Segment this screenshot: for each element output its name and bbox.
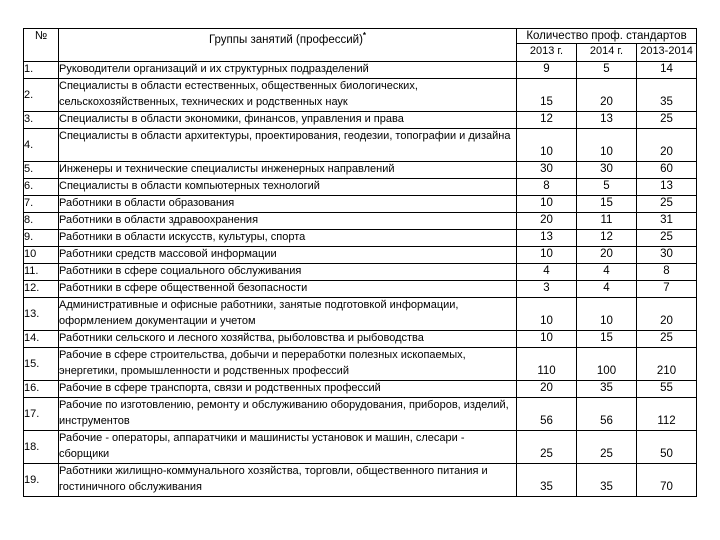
- occupation-group-cell: Работники сельского и лесного хозяйства, рыболовства и рыбоводства: [59, 331, 517, 348]
- value-total-cell: 14: [637, 62, 697, 79]
- table-row: [24, 196, 697, 213]
- value-2014-cell: 35: [577, 381, 637, 398]
- row-number-cell: 12.: [24, 281, 59, 298]
- value-2014-cell: 56: [577, 398, 637, 431]
- value-total-cell: 30: [637, 247, 697, 264]
- table-row: [24, 129, 697, 162]
- row-number-cell: 6.: [24, 179, 59, 196]
- value-total-cell: 31: [637, 213, 697, 230]
- row-number-cell: 7.: [24, 196, 59, 213]
- value-2013-cell: 15: [517, 79, 577, 112]
- value-2014-cell: 12: [577, 230, 637, 247]
- value-2013-cell: 13: [517, 230, 577, 247]
- value-total-cell: 35: [637, 79, 697, 112]
- value-2014-cell: 15: [577, 196, 637, 213]
- value-2014-cell: 25: [577, 431, 637, 464]
- table-row: [24, 112, 697, 129]
- header-number: №: [24, 29, 59, 62]
- occupation-group-cell: Инженеры и технические специалисты инженерных направлений: [59, 162, 517, 179]
- table-row: [24, 179, 697, 196]
- value-2013-cell: 9: [517, 62, 577, 79]
- occupation-group-cell: Административные и офисные работники, занятые подготовкой информации, оформлением документации и учетом: [59, 298, 517, 331]
- value-2014-cell: 15: [577, 331, 637, 348]
- occupation-group-cell: Рабочие по изготовлению, ремонту и обслуживанию оборудования, приборов, изделий, инструментов: [59, 398, 517, 431]
- row-number-cell: 13.: [24, 298, 59, 331]
- value-2013-cell: 10: [517, 247, 577, 264]
- occupation-group-cell: Руководители организаций и их структурных подразделений: [59, 62, 517, 79]
- table-row: [24, 398, 697, 431]
- table-row: [24, 464, 697, 497]
- value-2013-cell: 12: [517, 112, 577, 129]
- value-total-cell: 20: [637, 298, 697, 331]
- value-2013-cell: 35: [517, 464, 577, 497]
- table-row: [24, 79, 697, 112]
- row-number-cell: 14.: [24, 331, 59, 348]
- occupation-group-cell: Работники в сфере социального обслуживания: [59, 264, 517, 281]
- row-number-cell: 5.: [24, 162, 59, 179]
- table-row: [24, 247, 697, 264]
- table-row: [24, 230, 697, 247]
- value-2014-cell: 5: [577, 62, 637, 79]
- header-group-label: Группы занятий (профессий): [208, 33, 363, 46]
- occupation-group-cell: Специалисты в области компьютерных технологий: [59, 179, 517, 196]
- row-number-cell: 3.: [24, 112, 59, 129]
- value-2013-cell: 20: [517, 213, 577, 230]
- value-total-cell: 210: [637, 348, 697, 381]
- value-2013-cell: 10: [517, 129, 577, 162]
- table-row: [24, 381, 697, 398]
- value-total-cell: 112: [637, 398, 697, 431]
- table-row: [24, 431, 697, 464]
- value-2013-cell: 56: [517, 398, 577, 431]
- row-number-cell: 2.: [24, 79, 59, 112]
- table-row: [24, 298, 697, 331]
- header-year-2013: 2013 г.: [517, 44, 577, 62]
- row-number-cell: 9.: [24, 230, 59, 247]
- row-number-cell: 1.: [24, 62, 59, 79]
- occupation-group-cell: Работники жилищно-коммунального хозяйства, торговли, общественного питания и гостиничного обслуживания: [59, 464, 517, 497]
- table-row: [24, 331, 697, 348]
- value-2014-cell: 4: [577, 281, 637, 298]
- occupation-group-cell: Специалисты в области экономики, финансов, управления и права: [59, 112, 517, 129]
- value-total-cell: 60: [637, 162, 697, 179]
- table-header: [24, 29, 697, 62]
- value-total-cell: 25: [637, 331, 697, 348]
- occupation-group-cell: Работники средств массовой информации: [59, 247, 517, 264]
- value-2014-cell: 11: [577, 213, 637, 230]
- row-number-cell: 4.: [24, 129, 59, 162]
- occupation-group-cell: Специалисты в области естественных, общественных биологических, сельскохозяйственных, технических и родственных наук: [59, 79, 517, 112]
- row-number-cell: 17.: [24, 398, 59, 431]
- row-number-cell: 18.: [24, 431, 59, 464]
- occupation-group-cell: Рабочие в сфере транспорта, связи и родственных профессий: [59, 381, 517, 398]
- value-total-cell: 25: [637, 196, 697, 213]
- value-total-cell: 70: [637, 464, 697, 497]
- table-body: [24, 62, 697, 497]
- table-row: [24, 348, 697, 381]
- value-2014-cell: 4: [577, 264, 637, 281]
- header-total: 2013-2014: [637, 44, 697, 62]
- row-number-cell: 15.: [24, 348, 59, 381]
- value-2013-cell: 4: [517, 264, 577, 281]
- value-2014-cell: 100: [577, 348, 637, 381]
- occupation-group-cell: Работники в области образования: [59, 196, 517, 213]
- prof-standards-table: [23, 28, 697, 497]
- value-2013-cell: 25: [517, 431, 577, 464]
- value-total-cell: 55: [637, 381, 697, 398]
- table-row: [24, 62, 697, 79]
- value-2013-cell: 30: [517, 162, 577, 179]
- value-2014-cell: 13: [577, 112, 637, 129]
- value-2014-cell: 10: [577, 129, 637, 162]
- table-row: [24, 162, 697, 179]
- header-count-title: Количество проф. стандартов: [517, 29, 697, 44]
- value-total-cell: 25: [637, 112, 697, 129]
- value-2014-cell: 20: [577, 79, 637, 112]
- value-2014-cell: 10: [577, 298, 637, 331]
- row-number-cell: 19.: [24, 464, 59, 497]
- occupation-group-cell: Рабочие в сфере строительства, добычи и переработки полезных ископаемых, энергетики, промышленности и родственных профессий: [59, 348, 517, 381]
- value-2013-cell: 10: [517, 298, 577, 331]
- occupation-group-cell: Работники в области здравоохранения: [59, 213, 517, 230]
- value-2013-cell: 10: [517, 196, 577, 213]
- value-total-cell: 50: [637, 431, 697, 464]
- table-row: [24, 281, 697, 298]
- value-total-cell: 20: [637, 129, 697, 162]
- value-2014-cell: 20: [577, 247, 637, 264]
- row-number-cell: 8.: [24, 213, 59, 230]
- value-2013-cell: 10: [517, 331, 577, 348]
- row-number-cell: 16.: [24, 381, 59, 398]
- value-total-cell: 13: [637, 179, 697, 196]
- value-2013-cell: 110: [517, 348, 577, 381]
- occupation-group-cell: Работники в области искусств, культуры, спорта: [59, 230, 517, 247]
- occupation-group-cell: Работники в сфере общественной безопасности: [59, 281, 517, 298]
- header-row-main: [24, 29, 697, 44]
- value-2014-cell: 35: [577, 464, 637, 497]
- occupation-group-cell: Специалисты в области архитектуры, проектирования, геодезии, топографии и дизайна: [59, 129, 517, 162]
- value-total-cell: 25: [637, 230, 697, 247]
- value-2013-cell: 8: [517, 179, 577, 196]
- value-2013-cell: 20: [517, 381, 577, 398]
- header-group: [59, 29, 517, 62]
- table-row: [24, 213, 697, 230]
- table-container: [23, 28, 696, 497]
- header-year-2014: 2014 г.: [577, 44, 637, 62]
- row-number-cell: 11.: [24, 264, 59, 281]
- value-2013-cell: 3: [517, 281, 577, 298]
- value-total-cell: 8: [637, 264, 697, 281]
- value-2014-cell: 30: [577, 162, 637, 179]
- row-number-cell: 10: [24, 247, 59, 264]
- occupation-group-cell: Рабочие - операторы, аппаратчики и машинисты установок и машин, слесари - сборщики: [59, 431, 517, 464]
- table-row: [24, 264, 697, 281]
- value-total-cell: 7: [637, 281, 697, 298]
- footnote-asterisk: *: [362, 31, 367, 40]
- value-2014-cell: 5: [577, 179, 637, 196]
